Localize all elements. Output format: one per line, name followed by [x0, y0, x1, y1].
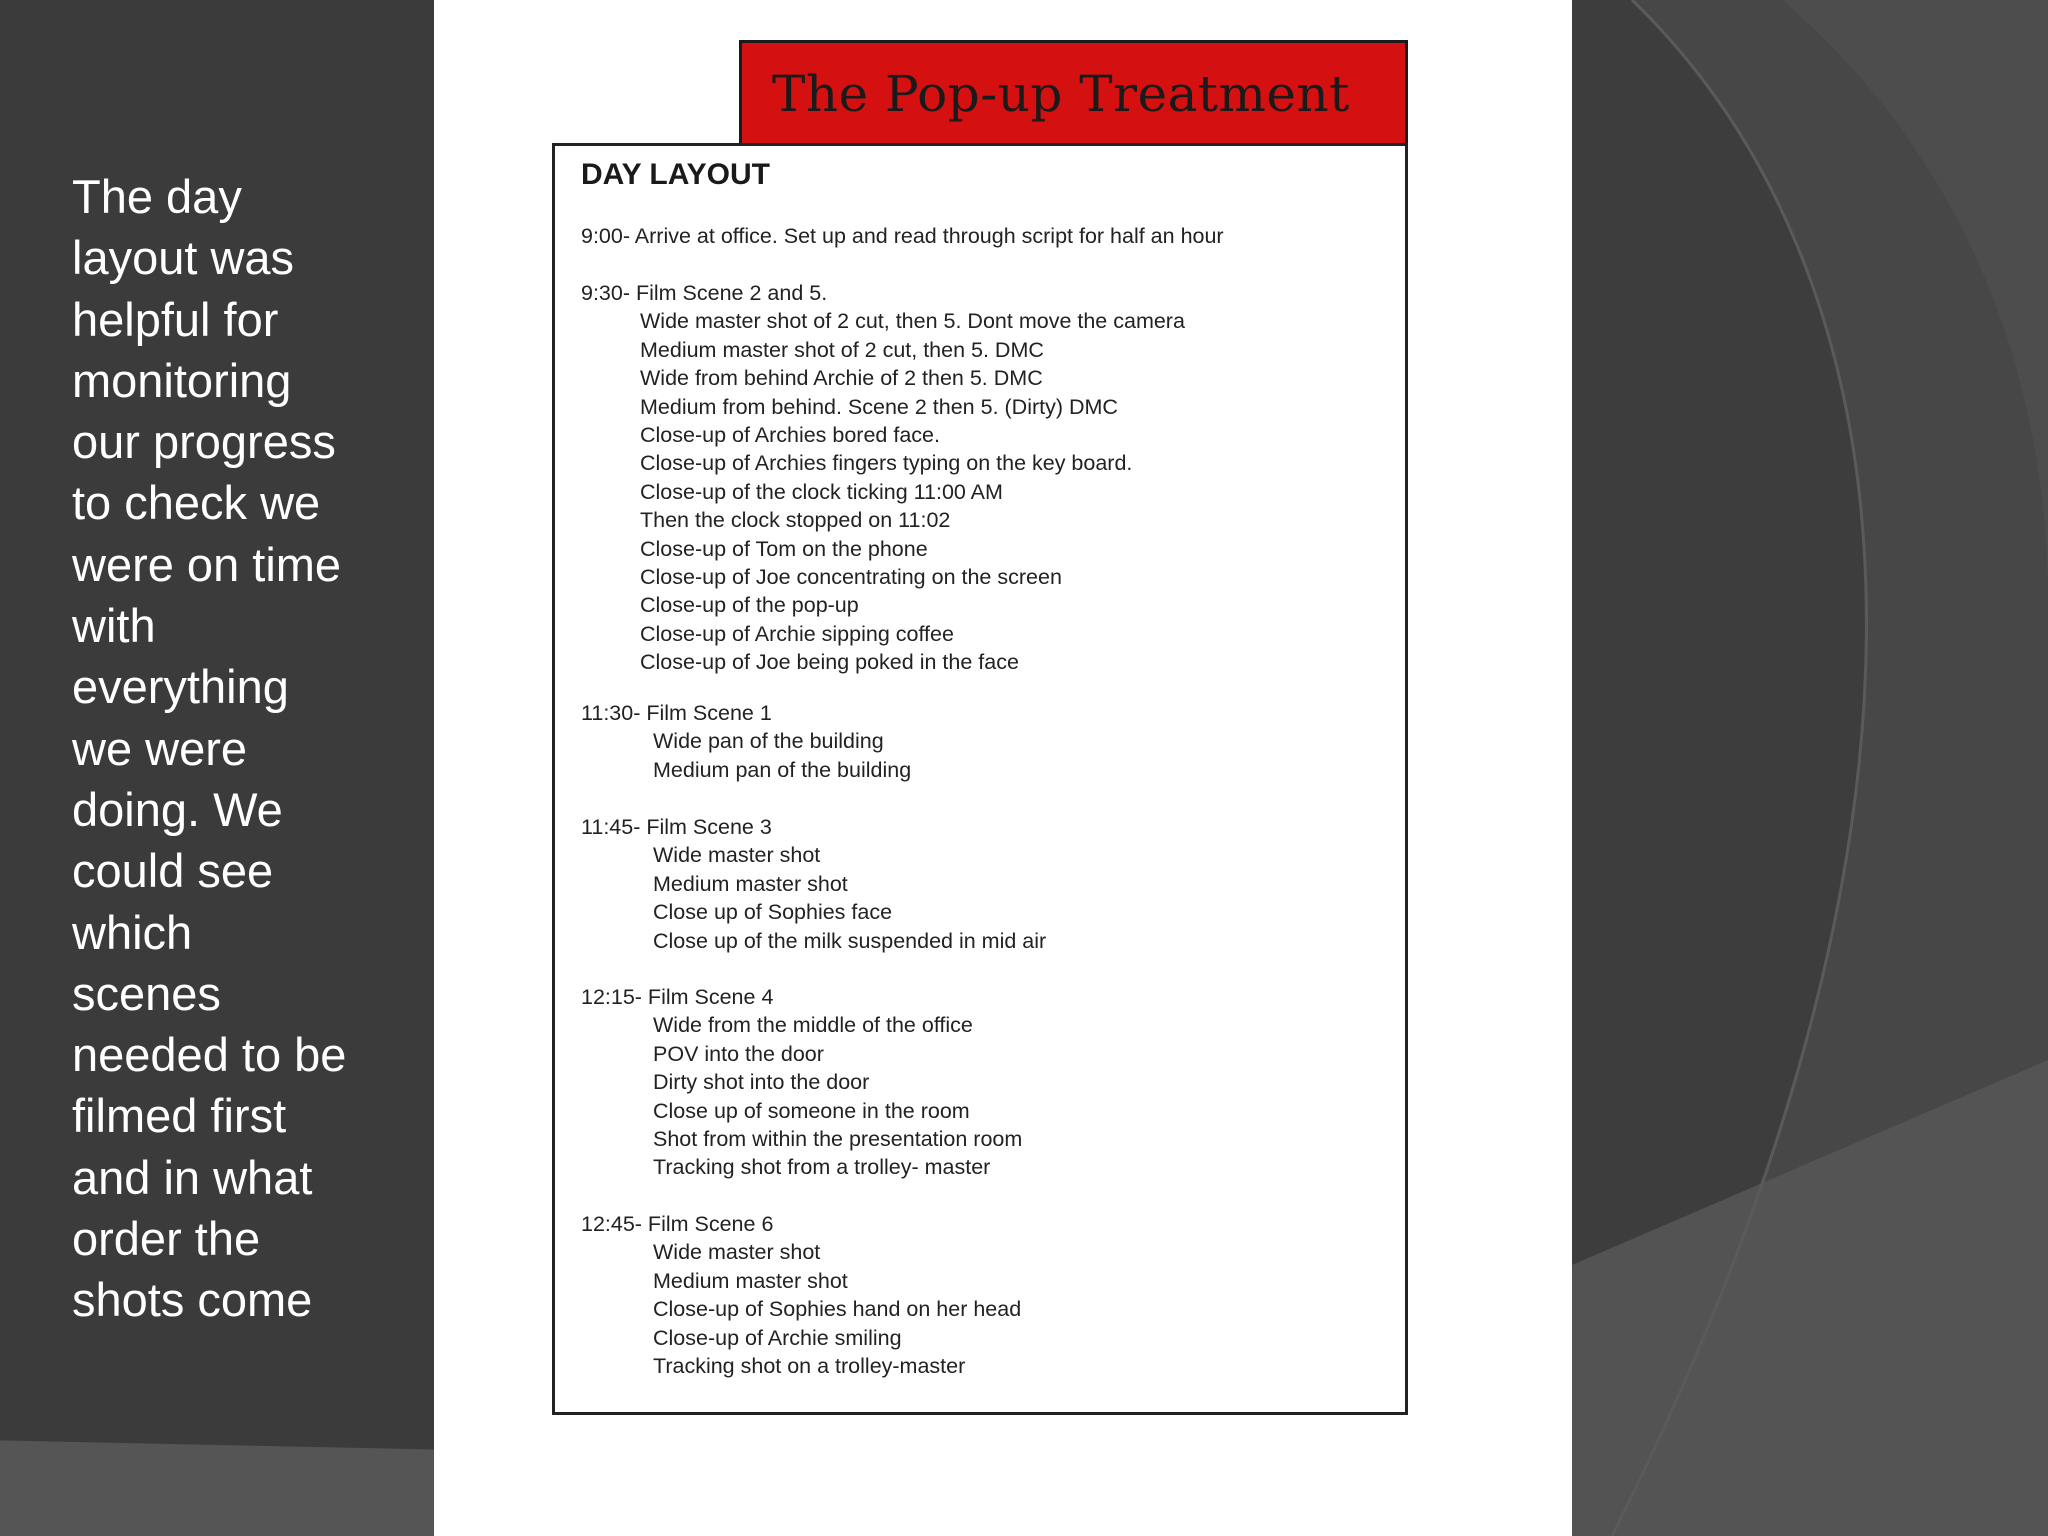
shot-item: Close-up of Archies bored face. — [640, 423, 940, 448]
left-panel-wedge — [0, 1440, 434, 1536]
caption-line: which — [72, 905, 193, 959]
caption-line: monitoring — [72, 353, 292, 407]
shot-item: Close-up of Joe being poked in the face — [640, 650, 1019, 675]
right-decorative-panel — [1572, 0, 2048, 1536]
schedule-block — [581, 279, 1185, 677]
shot-item: Wide master shot — [653, 1240, 821, 1265]
caption-line: doing. We — [72, 782, 283, 836]
schedule-time: 11:45- Film Scene 3 — [581, 815, 772, 839]
caption-line: everything — [72, 660, 289, 714]
schedule-block — [581, 222, 1224, 250]
shot-item: Close up of the milk suspended in mid air — [653, 928, 1047, 953]
shot-item: Wide master shot — [653, 843, 821, 868]
shot-item: POV into the door — [653, 1041, 824, 1066]
shot-item: Then the clock stopped on 11:02 — [640, 508, 951, 533]
shot-item: Close-up of Archie sipping coffee — [640, 621, 954, 646]
caption-line: needed to be — [72, 1028, 347, 1082]
caption-line: helpful for — [72, 292, 279, 346]
sheet-heading: DAY LAYOUT — [581, 158, 770, 191]
shot-item: Close up of Sophies face — [653, 900, 893, 925]
shot-item: Close up of someone in the room — [653, 1098, 970, 1123]
slide-caption — [72, 166, 412, 1331]
day-layout-sheet — [552, 143, 1408, 1415]
shot-item: Medium master shot — [653, 1268, 848, 1293]
decorative-curves — [1572, 0, 2048, 1536]
caption-line: to check we — [72, 476, 321, 530]
caption-line: with — [72, 599, 156, 653]
schedule-block — [581, 699, 911, 784]
document-title: The Pop-up Treatment — [772, 65, 1350, 123]
shot-item: Close-up of Sophies hand on her head — [653, 1297, 1022, 1322]
shot-item: Shot from within the presentation room — [653, 1127, 1023, 1152]
shot-item: Close-up of Archies fingers typing on the key board. — [640, 451, 1133, 476]
caption-line: layout was — [72, 231, 295, 285]
shot-item: Medium pan of the building — [653, 757, 912, 782]
schedule-block — [581, 983, 1022, 1182]
shot-item: Close-up of Archie smiling — [653, 1325, 902, 1350]
shot-item: Close-up of Tom on the phone — [640, 536, 928, 561]
title-banner — [739, 40, 1408, 143]
caption-line: scenes — [72, 966, 221, 1020]
caption-line: could see — [72, 844, 274, 898]
schedule-time: 12:45- Film Scene 6 — [581, 1212, 774, 1236]
caption-line: order the — [72, 1212, 261, 1266]
shot-item: Wide pan of the building — [653, 729, 884, 754]
caption-line: we were — [72, 721, 248, 775]
schedule-block — [581, 813, 1046, 955]
document-page — [434, 0, 1572, 1536]
caption-line: shots come — [72, 1273, 313, 1327]
schedule-block — [581, 1210, 1021, 1380]
caption-line: The day — [72, 170, 242, 223]
left-panel — [0, 0, 434, 1536]
shot-item: Close-up of Joe concentrating on the screen — [640, 565, 1062, 590]
shot-item: Close-up of the clock ticking 11:00 AM — [640, 479, 1003, 504]
shot-item: Dirty shot into the door — [653, 1070, 870, 1095]
shot-item: Tracking shot on a trolley-master — [653, 1354, 966, 1379]
caption-line: were on time — [72, 537, 342, 591]
shot-item: Medium master shot of 2 cut, then 5. DMC — [640, 337, 1044, 362]
caption-line: filmed first — [72, 1089, 287, 1143]
schedule-time: 9:00- Arrive at office. Set up and read through script for half an hour — [581, 224, 1224, 248]
schedule-time: 12:15- Film Scene 4 — [581, 985, 774, 1009]
caption-line: and in what — [72, 1150, 313, 1204]
shot-item: Medium from behind. Scene 2 then 5. (Dirty) DMC — [640, 394, 1118, 419]
schedule-time: 11:30- Film Scene 1 — [581, 701, 772, 725]
shot-item: Medium master shot — [653, 871, 848, 896]
shot-item: Wide from behind Archie of 2 then 5. DMC — [640, 366, 1043, 391]
caption-line: our progress — [72, 415, 336, 469]
shot-item: Tracking shot from a trolley- master — [653, 1155, 991, 1180]
schedule-time: 9:30- Film Scene 2 and 5. — [581, 281, 828, 305]
shot-item: Close-up of the pop-up — [640, 593, 859, 618]
shot-item: Wide from the middle of the office — [653, 1013, 973, 1038]
shot-item: Wide master shot of 2 cut, then 5. Dont move the camera — [640, 309, 1185, 334]
